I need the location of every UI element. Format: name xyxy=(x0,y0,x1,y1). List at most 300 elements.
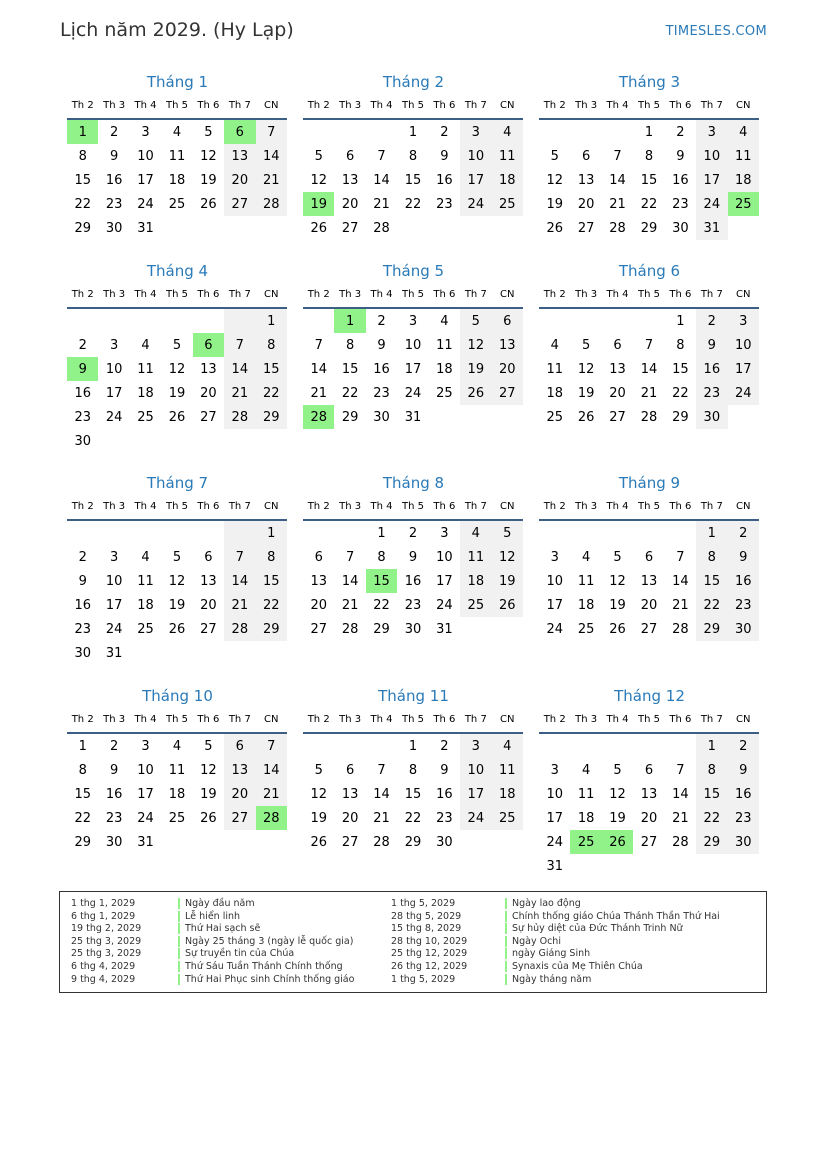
day-cell: 13 xyxy=(640,573,658,589)
month-name: Tháng 12 xyxy=(614,687,685,705)
weekday-label: Th 3 xyxy=(103,99,126,111)
day-cell: 23 xyxy=(436,810,453,826)
day-cell: 1 xyxy=(377,525,386,541)
day-cell: 5 xyxy=(613,549,622,565)
legend-date: 25 thg 3, 2029 xyxy=(71,948,142,960)
weekday-label: Th 2 xyxy=(307,500,330,512)
day-cell: 18 xyxy=(460,569,491,593)
empty-cell xyxy=(303,120,334,144)
empty-cell xyxy=(460,830,491,854)
day-cell: 12 xyxy=(168,573,186,589)
empty-cell xyxy=(224,830,255,854)
weekday-label: Th 7 xyxy=(464,288,487,300)
day-cell: 20 xyxy=(492,357,523,381)
day-cell: 29 xyxy=(640,220,658,236)
day-cell: 9 xyxy=(728,545,759,569)
day-cell: 10 xyxy=(404,337,422,353)
weekday-label: Th 4 xyxy=(370,99,393,111)
day-cell: 6 xyxy=(492,309,523,333)
empty-cell xyxy=(570,120,601,144)
day-cell: 23 xyxy=(728,593,759,617)
day-cell: 16 xyxy=(672,172,689,188)
day-cell: 5 xyxy=(460,309,491,333)
day-cell: 18 xyxy=(168,786,186,802)
day-cell: 11 xyxy=(728,144,759,168)
weekday-label: Th 7 xyxy=(700,500,723,512)
weekday-label: CN xyxy=(500,99,515,111)
day-cell: 27 xyxy=(341,220,359,236)
day-cell: 19 xyxy=(200,172,217,188)
day-cell: 25 xyxy=(137,409,154,425)
weekday-label: Th 3 xyxy=(339,500,362,512)
empty-cell xyxy=(256,830,287,854)
day-cell: 26 xyxy=(310,220,327,236)
day-cell: 8 xyxy=(696,758,727,782)
day-cell: 16 xyxy=(105,172,123,188)
day-cell: 2 xyxy=(377,313,386,329)
day-cell: 9 xyxy=(109,762,119,778)
day-cell: 16 xyxy=(105,786,123,802)
month-name: Tháng 10 xyxy=(142,687,213,705)
weekday-header xyxy=(67,92,287,120)
day-cell: 28 xyxy=(672,621,689,637)
day-cell: 18 xyxy=(577,597,595,613)
weekday-label: Th 5 xyxy=(165,713,188,725)
month-name: Tháng 8 xyxy=(382,474,445,492)
day-cell: 29 xyxy=(74,834,91,850)
empty-cell xyxy=(303,734,334,758)
day-cell: 19 xyxy=(546,196,563,212)
empty-cell xyxy=(303,521,334,545)
weekday-label: CN xyxy=(264,288,279,300)
day-cell: 17 xyxy=(105,597,123,613)
day-grid xyxy=(67,521,287,665)
day-cell: 28 xyxy=(256,192,287,216)
day-cell: 26 xyxy=(200,810,217,826)
day-cell: 29 xyxy=(672,409,689,425)
legend-date: 25 thg 12, 2029 xyxy=(391,948,468,960)
day-cell: 5 xyxy=(172,549,182,565)
empty-cell xyxy=(256,429,287,453)
weekday-label: Th 4 xyxy=(134,288,157,300)
day-cell: 5 xyxy=(550,148,559,164)
day-cell: 24 xyxy=(436,597,453,613)
day-cell: 7 xyxy=(613,148,622,164)
day-cell: 23 xyxy=(404,597,422,613)
month-9 xyxy=(539,473,759,641)
weekday-label: Th 3 xyxy=(103,288,126,300)
weekday-header xyxy=(303,281,523,309)
weekday-label: Th 5 xyxy=(165,288,188,300)
empty-cell xyxy=(633,734,664,758)
day-cell: 20 xyxy=(200,385,217,401)
day-cell: 6 xyxy=(314,549,323,565)
day-cell: 4 xyxy=(550,337,559,353)
page-title: Lịch năm 2029. (Hy Lạp) xyxy=(60,19,294,41)
empty-cell xyxy=(602,521,633,545)
weekday-header xyxy=(539,706,759,734)
day-cell: 13 xyxy=(224,758,255,782)
day-cell: 30 xyxy=(696,405,727,429)
empty-cell xyxy=(224,521,255,545)
day-cell: 15 xyxy=(74,172,91,188)
empty-cell xyxy=(665,521,696,545)
month-7 xyxy=(67,473,287,665)
month-name: Tháng 9 xyxy=(618,474,681,492)
empty-cell xyxy=(193,830,224,854)
day-cell: 23 xyxy=(696,381,727,405)
legend-holiday-name: Ngày Ochi xyxy=(505,936,561,947)
day-cell: 4 xyxy=(172,124,182,140)
day-cell: 3 xyxy=(550,762,559,778)
day-cell: 16 xyxy=(373,361,390,377)
weekday-header xyxy=(303,92,523,120)
day-cell: 22 xyxy=(74,196,91,212)
empty-cell xyxy=(334,734,365,758)
day-cell: 1 xyxy=(408,738,418,754)
day-cell: 28 xyxy=(224,617,255,641)
day-cell: 30 xyxy=(373,409,390,425)
empty-cell xyxy=(539,120,570,144)
empty-cell xyxy=(696,854,727,878)
day-cell: 28 xyxy=(341,621,359,637)
weekday-label: Th 5 xyxy=(637,500,660,512)
day-cell: 28 xyxy=(609,220,626,236)
day-cell: 18 xyxy=(492,168,523,192)
day-cell: 2 xyxy=(696,309,727,333)
legend-date: 6 thg 1, 2029 xyxy=(71,910,136,922)
weekday-label: Th 6 xyxy=(197,500,220,512)
month-10 xyxy=(67,686,287,854)
empty-cell xyxy=(602,120,633,144)
weekday-header xyxy=(539,493,759,521)
holiday-day: 28 xyxy=(303,405,334,429)
weekday-label: Th 5 xyxy=(637,99,660,111)
weekday-header xyxy=(67,706,287,734)
weekday-label: Th 2 xyxy=(307,99,330,111)
weekday-label: Th 6 xyxy=(433,713,456,725)
day-cell: 22 xyxy=(74,810,91,826)
day-cell: 21 xyxy=(224,381,255,405)
month-5 xyxy=(303,261,523,429)
day-cell: 2 xyxy=(408,525,418,541)
day-grid xyxy=(539,521,759,641)
empty-cell xyxy=(256,641,287,665)
day-cell: 11 xyxy=(436,337,453,353)
weekday-label: Th 2 xyxy=(71,288,94,300)
empty-cell xyxy=(570,854,601,878)
day-cell: 12 xyxy=(609,786,626,802)
day-cell: 7 xyxy=(256,120,287,144)
day-cell: 2 xyxy=(109,124,119,140)
day-cell: 3 xyxy=(440,525,449,541)
day-cell: 22 xyxy=(672,385,689,401)
empty-cell xyxy=(130,521,161,545)
day-cell: 5 xyxy=(492,521,523,545)
day-cell: 13 xyxy=(341,172,359,188)
day-cell: 27 xyxy=(577,220,595,236)
day-cell: 28 xyxy=(373,220,390,236)
empty-cell xyxy=(224,216,255,240)
day-cell: 13 xyxy=(341,786,359,802)
weekday-label: Th 5 xyxy=(401,288,424,300)
day-cell: 20 xyxy=(200,597,217,613)
weekday-label: Th 7 xyxy=(700,288,723,300)
holiday-day: 26 xyxy=(602,830,633,854)
day-cell: 13 xyxy=(609,361,626,377)
weekday-label: Th 6 xyxy=(433,288,456,300)
weekday-label: CN xyxy=(736,288,751,300)
day-cell: 1 xyxy=(78,738,87,754)
month-name: Tháng 3 xyxy=(618,73,681,91)
day-cell: 13 xyxy=(200,573,217,589)
legend-date: 28 thg 10, 2029 xyxy=(391,935,468,947)
weekday-header xyxy=(67,281,287,309)
day-grid xyxy=(539,309,759,429)
holiday-day: 28 xyxy=(256,806,287,830)
day-cell: 1 xyxy=(256,521,287,545)
day-cell: 25 xyxy=(460,593,491,617)
weekday-label: Th 3 xyxy=(575,713,598,725)
empty-cell xyxy=(161,521,192,545)
empty-cell xyxy=(570,521,601,545)
weekday-label: Th 3 xyxy=(575,99,598,111)
weekday-label: Th 5 xyxy=(401,713,424,725)
weekday-label: Th 7 xyxy=(464,500,487,512)
day-cell: 7 xyxy=(345,549,355,565)
day-cell: 18 xyxy=(546,385,563,401)
month-name: Tháng 6 xyxy=(618,262,681,280)
day-cell: 8 xyxy=(78,148,87,164)
weekday-label: Th 3 xyxy=(575,500,598,512)
day-cell: 7 xyxy=(644,337,654,353)
weekday-label: CN xyxy=(500,288,515,300)
month-name: Tháng 2 xyxy=(382,73,445,91)
day-cell: 1 xyxy=(696,734,727,758)
day-cell: 29 xyxy=(74,220,91,236)
day-cell: 17 xyxy=(137,786,154,802)
day-cell: 29 xyxy=(341,409,359,425)
empty-cell xyxy=(633,521,664,545)
day-cell: 4 xyxy=(581,549,591,565)
day-cell: 26 xyxy=(168,409,186,425)
month-name: Tháng 5 xyxy=(382,262,445,280)
day-cell: 16 xyxy=(74,385,91,401)
site-link[interactable]: TIMESLES.COM xyxy=(665,24,767,39)
day-cell: 22 xyxy=(256,381,287,405)
day-cell: 23 xyxy=(74,409,91,425)
weekday-label: Th 7 xyxy=(228,500,251,512)
weekday-label: Th 2 xyxy=(307,288,330,300)
empty-cell xyxy=(602,854,633,878)
day-cell: 6 xyxy=(613,337,622,353)
legend-holiday-name: ngày Giáng Sinh xyxy=(505,948,590,959)
weekday-label: Th 2 xyxy=(71,713,94,725)
day-cell: 3 xyxy=(696,120,727,144)
day-cell: 12 xyxy=(310,172,327,188)
weekday-label: Th 2 xyxy=(543,99,566,111)
day-cell: 20 xyxy=(640,810,658,826)
day-cell: 9 xyxy=(109,148,119,164)
day-cell: 1 xyxy=(696,521,727,545)
weekday-label: Th 4 xyxy=(134,713,157,725)
day-cell: 15 xyxy=(696,782,727,806)
day-cell: 27 xyxy=(224,192,255,216)
day-cell: 13 xyxy=(200,361,217,377)
day-cell: 21 xyxy=(640,385,658,401)
day-cell: 3 xyxy=(728,309,759,333)
empty-cell xyxy=(224,309,255,333)
day-cell: 24 xyxy=(728,381,759,405)
day-cell: 1 xyxy=(676,313,685,329)
day-cell: 19 xyxy=(460,357,491,381)
day-cell: 17 xyxy=(546,810,563,826)
legend-date: 15 thg 8, 2029 xyxy=(391,923,462,935)
empty-cell xyxy=(193,309,224,333)
day-cell: 22 xyxy=(696,593,727,617)
day-cell: 18 xyxy=(492,782,523,806)
day-cell: 25 xyxy=(492,192,523,216)
empty-cell xyxy=(334,120,365,144)
empty-cell xyxy=(67,309,98,333)
day-cell: 9 xyxy=(408,549,418,565)
weekday-label: Th 7 xyxy=(700,713,723,725)
day-cell: 14 xyxy=(672,573,689,589)
weekday-label: Th 6 xyxy=(197,713,220,725)
empty-cell xyxy=(570,734,601,758)
day-cell: 23 xyxy=(105,810,123,826)
weekday-label: Th 6 xyxy=(197,288,220,300)
day-cell: 18 xyxy=(577,810,595,826)
legend-holiday-name: Thứ Hai Phục sinh Chính thống giáo xyxy=(178,974,354,985)
legend-holiday-name: Synaxis của Mẹ Thiên Chúa xyxy=(505,961,643,972)
holiday-day: 15 xyxy=(366,569,397,593)
day-grid xyxy=(303,120,523,240)
weekday-label: Th 4 xyxy=(370,713,393,725)
day-cell: 21 xyxy=(672,810,689,826)
empty-cell xyxy=(602,734,633,758)
weekday-label: Th 4 xyxy=(606,288,629,300)
day-cell: 9 xyxy=(377,337,386,353)
empty-cell xyxy=(539,521,570,545)
legend-date: 1 thg 5, 2029 xyxy=(391,973,456,985)
day-cell: 14 xyxy=(373,786,390,802)
day-cell: 24 xyxy=(546,621,563,637)
day-cell: 14 xyxy=(672,786,689,802)
day-cell: 12 xyxy=(200,762,217,778)
day-cell: 4 xyxy=(460,521,491,545)
day-cell: 2 xyxy=(78,337,87,353)
day-cell: 3 xyxy=(408,313,418,329)
holiday-day: 6 xyxy=(193,333,224,357)
day-cell: 27 xyxy=(609,409,626,425)
day-cell: 22 xyxy=(373,597,390,613)
day-cell: 25 xyxy=(546,409,563,425)
day-cell: 4 xyxy=(581,762,591,778)
weekday-label: Th 5 xyxy=(165,99,188,111)
day-cell: 17 xyxy=(728,357,759,381)
holiday-day: 25 xyxy=(570,830,601,854)
day-cell: 31 xyxy=(696,216,727,240)
day-cell: 6 xyxy=(644,549,654,565)
day-cell: 15 xyxy=(74,786,91,802)
day-cell: 6 xyxy=(644,762,654,778)
day-cell: 11 xyxy=(492,758,523,782)
day-cell: 17 xyxy=(460,168,491,192)
weekday-label: Th 6 xyxy=(669,288,692,300)
day-cell: 3 xyxy=(109,549,119,565)
day-cell: 16 xyxy=(436,172,453,188)
day-cell: 3 xyxy=(141,124,150,140)
legend-date: 6 thg 4, 2029 xyxy=(71,961,136,972)
month-name: Tháng 7 xyxy=(146,474,209,492)
day-cell: 18 xyxy=(137,385,154,401)
weekday-label: Th 4 xyxy=(134,500,157,512)
day-cell: 8 xyxy=(676,337,685,353)
day-cell: 30 xyxy=(74,645,91,661)
day-cell: 30 xyxy=(105,220,123,236)
day-cell: 22 xyxy=(404,196,422,212)
weekday-header xyxy=(303,706,523,734)
day-cell: 29 xyxy=(373,621,390,637)
weekday-label: Th 6 xyxy=(669,500,692,512)
weekday-label: Th 3 xyxy=(339,288,362,300)
day-cell: 29 xyxy=(256,405,287,429)
month-8 xyxy=(303,473,523,641)
weekday-header xyxy=(539,92,759,120)
empty-cell xyxy=(334,521,365,545)
day-cell: 21 xyxy=(256,782,287,806)
day-cell: 11 xyxy=(137,361,154,377)
empty-cell xyxy=(665,734,696,758)
empty-cell xyxy=(492,830,523,854)
legend-holiday-name: Thứ Hai sạch sẽ xyxy=(178,923,260,934)
empty-cell xyxy=(256,216,287,240)
day-cell: 21 xyxy=(373,196,390,212)
day-cell: 22 xyxy=(256,593,287,617)
day-cell: 13 xyxy=(640,786,658,802)
day-cell: 14 xyxy=(224,357,255,381)
day-cell: 5 xyxy=(613,762,622,778)
day-cell: 31 xyxy=(137,834,154,850)
weekday-label: Th 2 xyxy=(543,288,566,300)
holiday-day: 1 xyxy=(67,120,98,144)
weekday-label: Th 3 xyxy=(339,713,362,725)
day-cell: 18 xyxy=(137,597,154,613)
weekday-label: Th 5 xyxy=(165,500,188,512)
weekday-label: Th 6 xyxy=(669,713,692,725)
day-cell: 13 xyxy=(310,573,327,589)
holiday-legend xyxy=(59,891,767,993)
day-cell: 10 xyxy=(460,758,491,782)
day-cell: 3 xyxy=(109,337,119,353)
day-cell: 31 xyxy=(105,645,123,661)
day-cell: 26 xyxy=(200,196,217,212)
empty-cell xyxy=(67,521,98,545)
holiday-day: 9 xyxy=(67,357,98,381)
day-cell: 15 xyxy=(672,361,689,377)
day-cell: 4 xyxy=(492,120,523,144)
weekday-label: Th 6 xyxy=(669,99,692,111)
month-12 xyxy=(539,686,759,878)
legend-date: 26 thg 12, 2029 xyxy=(391,961,468,972)
day-cell: 3 xyxy=(141,738,150,754)
day-cell: 7 xyxy=(676,762,685,778)
month-name: Tháng 4 xyxy=(146,262,209,280)
day-cell: 4 xyxy=(172,738,182,754)
day-cell: 14 xyxy=(310,361,327,377)
legend-date: 25 thg 3, 2029 xyxy=(71,935,142,947)
